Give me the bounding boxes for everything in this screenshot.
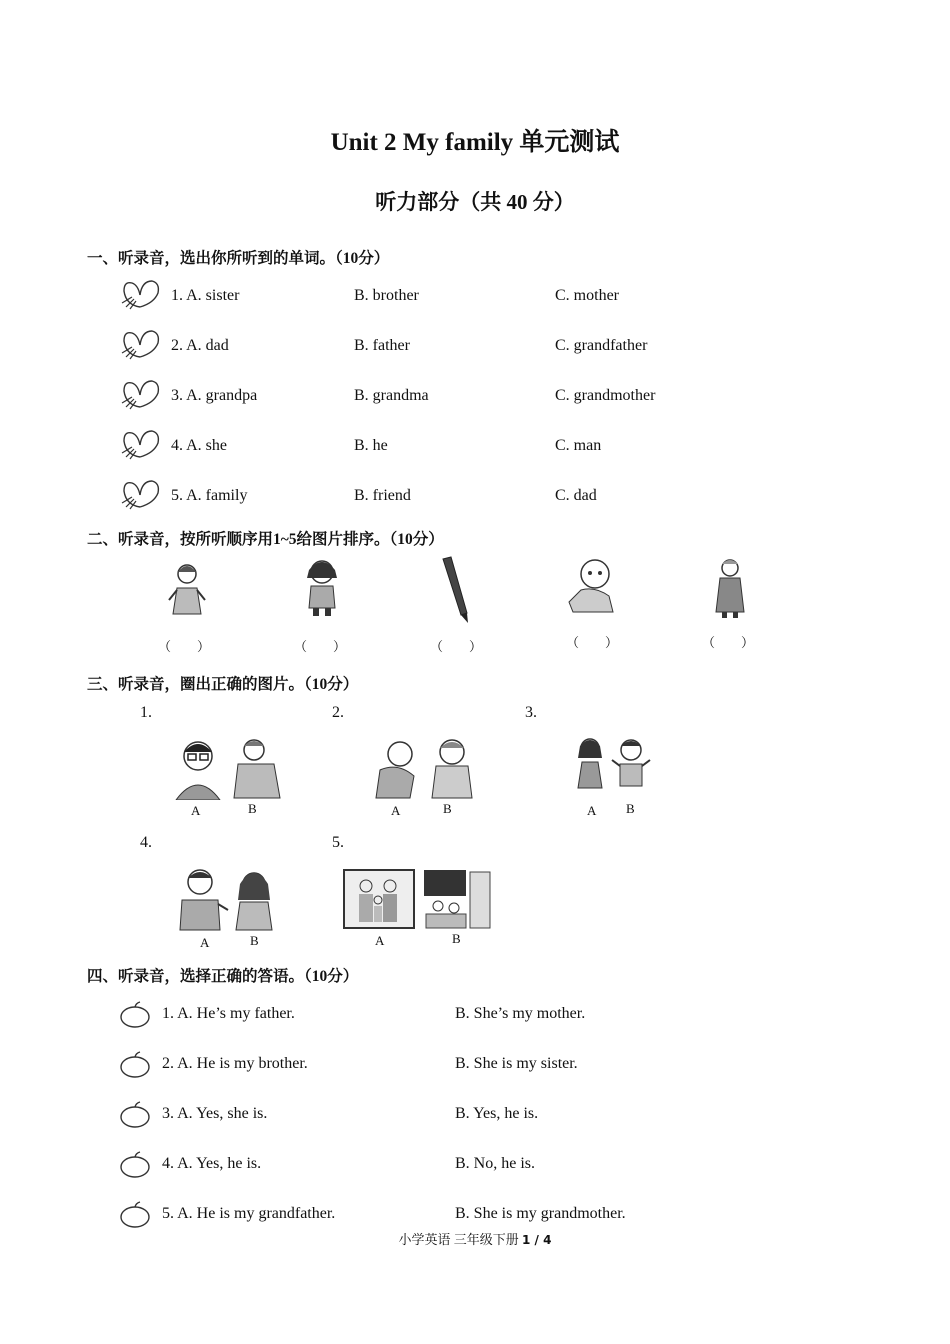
girl-picture[interactable] xyxy=(572,736,608,800)
family-photo-picture[interactable] xyxy=(342,868,416,930)
q2-option-a[interactable]: 2. A. He is my brother. xyxy=(162,1055,308,1072)
classroom-picture[interactable] xyxy=(420,866,494,932)
q2-option-b[interactable]: B. She is my sister. xyxy=(455,1055,578,1072)
girl-picture xyxy=(165,560,209,622)
answer-blank-2[interactable]: （ ） xyxy=(294,639,347,654)
apple-answer-icon[interactable] xyxy=(118,1001,152,1029)
option-a-label: A xyxy=(191,803,201,818)
option-b-label: B xyxy=(248,801,257,816)
option-b-label: B xyxy=(443,801,452,816)
page-number: 1 / 4 xyxy=(522,1233,552,1247)
section-subtitle: 听力部分（共 40 分） xyxy=(375,190,575,214)
question-number-4: 4. xyxy=(140,834,152,851)
q5-option-b[interactable]: B. friend xyxy=(354,487,411,504)
q4-option-a[interactable]: 4. A. she xyxy=(171,437,227,454)
question-number-3: 3. xyxy=(525,704,537,721)
q4-option-a[interactable]: 4. A. Yes, he is. xyxy=(162,1155,262,1172)
section4-heading: 四、听录音，选择正确的答语。（10分） xyxy=(87,968,359,985)
grandma-glasses-picture[interactable] xyxy=(428,736,476,800)
q5-option-c[interactable]: C. dad xyxy=(555,487,597,504)
butterfly-answer-icon[interactable] xyxy=(120,277,162,313)
option-b-label: B xyxy=(626,801,635,816)
answer-blank-3[interactable]: （ ） xyxy=(430,639,483,654)
apple-answer-icon[interactable] xyxy=(118,1151,152,1179)
q2-option-b[interactable]: B. father xyxy=(354,337,410,354)
option-a-label: A xyxy=(200,935,210,950)
butterfly-answer-icon[interactable] xyxy=(120,427,162,463)
q5-option-b[interactable]: B. She is my grandmother. xyxy=(455,1205,626,1222)
butterfly-answer-icon[interactable] xyxy=(120,327,162,363)
q3-option-c[interactable]: C. grandmother xyxy=(555,387,656,404)
question-number-1: 1. xyxy=(140,704,152,721)
grandma-hug-picture[interactable] xyxy=(230,736,284,800)
butterfly-answer-icon[interactable] xyxy=(120,377,162,413)
q3-option-b[interactable]: B. grandma xyxy=(354,387,429,404)
grandma-picture xyxy=(710,556,750,620)
boy-picture[interactable] xyxy=(610,736,652,800)
section2-heading: 二、听录音，按所听顺序用1~5给图片排序。（10分） xyxy=(87,531,444,548)
q4-option-b[interactable]: B. he xyxy=(354,437,388,454)
apple-answer-icon[interactable] xyxy=(118,1201,152,1229)
woman-picture[interactable] xyxy=(232,866,276,932)
answer-blank-1[interactable]: （ ） xyxy=(158,639,211,654)
q1-option-b[interactable]: B. brother xyxy=(354,287,419,304)
grandpa-picture[interactable] xyxy=(368,736,420,800)
q5-option-a[interactable]: 5. A. He is my grandfather. xyxy=(162,1205,336,1222)
section3-heading: 三、听录音，圈出正确的图片。（10分） xyxy=(87,676,359,693)
option-a-label: A xyxy=(391,803,401,818)
section1-heading: 一、听录音，选出你所听到的单词。（10分） xyxy=(87,250,390,267)
q4-option-b[interactable]: B. No, he is. xyxy=(455,1155,535,1172)
answer-blank-5[interactable]: （ ） xyxy=(702,635,755,650)
q2-option-a[interactable]: 2. A. dad xyxy=(171,337,229,354)
q2-option-c[interactable]: C. grandfather xyxy=(555,337,648,354)
option-b-label: B xyxy=(452,931,461,946)
option-b-label: B xyxy=(250,933,259,948)
q1-option-b[interactable]: B. She’s my mother. xyxy=(455,1005,586,1022)
butterfly-answer-icon[interactable] xyxy=(120,477,162,513)
question-number-2: 2. xyxy=(332,704,344,721)
q1-option-a[interactable]: 1. A. He’s my father. xyxy=(162,1005,295,1022)
pen-picture xyxy=(437,555,477,625)
apple-answer-icon[interactable] xyxy=(118,1051,152,1079)
option-a-label: A xyxy=(587,803,597,818)
question-number-5: 5. xyxy=(332,834,344,851)
man-glasses-picture[interactable] xyxy=(170,736,226,800)
page-footer xyxy=(0,1229,950,1248)
page-title: Unit 2 My family 单元测试 xyxy=(330,129,620,156)
baby-picture xyxy=(565,556,621,618)
q1-option-a[interactable]: 1. A. sister xyxy=(171,287,240,304)
man-picture[interactable] xyxy=(174,866,230,932)
q3-option-a[interactable]: 3. A. Yes, she is. xyxy=(162,1105,268,1122)
q3-option-a[interactable]: 3. A. grandpa xyxy=(171,387,258,404)
q3-option-b[interactable]: B. Yes, he is. xyxy=(455,1105,539,1122)
q4-option-c[interactable]: C. man xyxy=(555,437,602,454)
answer-blank-4[interactable]: （ ） xyxy=(566,635,619,650)
apple-answer-icon[interactable] xyxy=(118,1101,152,1129)
option-a-label: A xyxy=(375,933,385,948)
q5-option-a[interactable]: 5. A. family xyxy=(171,487,248,504)
footer-text: 小学英语 三年级下册 xyxy=(398,1232,519,1247)
q1-option-c[interactable]: C. mother xyxy=(555,287,619,304)
doll-girl-picture xyxy=(297,556,347,620)
